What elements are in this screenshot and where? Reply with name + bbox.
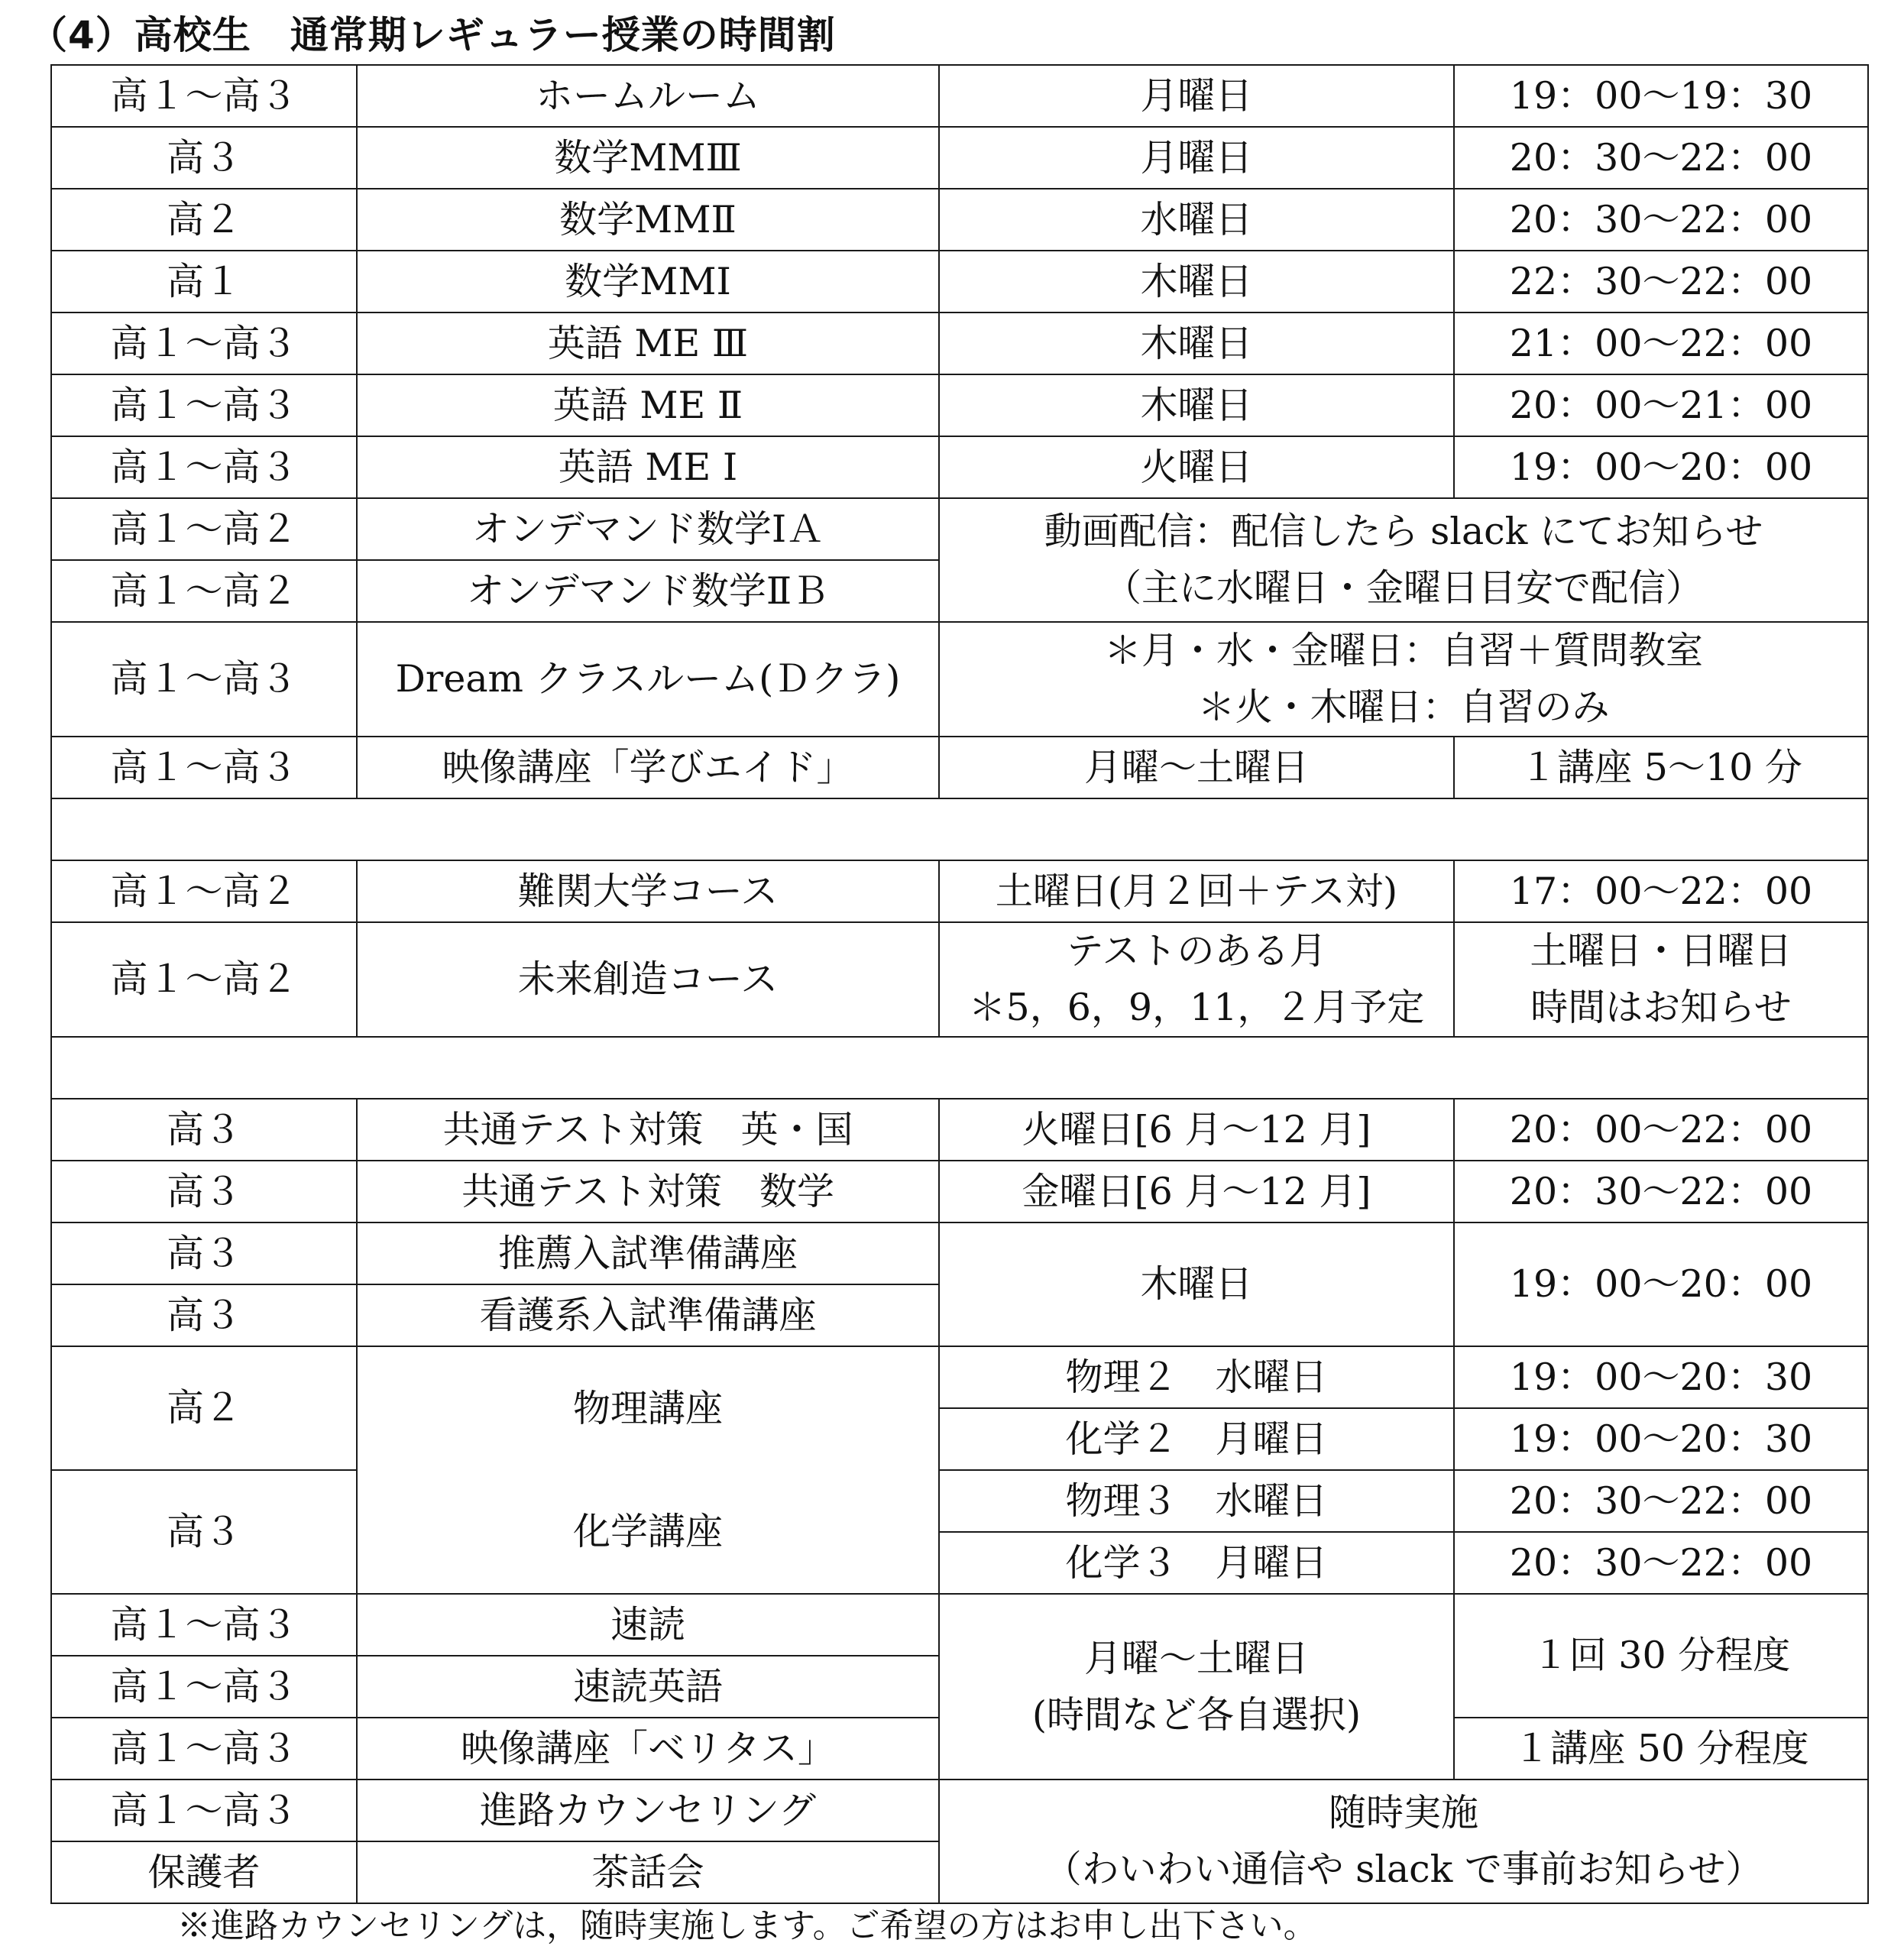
table-row: [51, 1594, 1868, 1656]
page-title: （4）高校生 通常期レギュラー授業の時間割: [29, 13, 836, 57]
time-cell: [1454, 922, 1868, 1037]
time-cell: 20：30～22：00: [1454, 189, 1868, 251]
time-cell: 19：00～20：00: [1454, 436, 1868, 498]
day-cell: 月曜～土曜日: [939, 737, 1454, 798]
day-cell: 木曜日: [939, 313, 1454, 374]
day-line: (時間など各自選択): [1031, 1692, 1362, 1737]
time-cell: １講座 5～10 分: [1454, 737, 1868, 798]
table-row: [51, 189, 1868, 251]
day-cell: 月曜日: [939, 127, 1454, 189]
table-row: [51, 251, 1868, 313]
course-cell: 映像講座「学びエイド」: [357, 737, 939, 798]
ondemand-note-cell: [939, 498, 1868, 622]
day-cell: 金曜日[6 月～12 月]: [939, 1161, 1454, 1222]
time-cell: 19：00～20：30: [1454, 1346, 1868, 1408]
grade-cell: 保護者: [51, 1841, 357, 1903]
time-cell: 19：00～20：30: [1454, 1408, 1868, 1470]
day-cell: 物理２ 水曜日: [939, 1346, 1454, 1408]
day-cell: 火曜日: [939, 436, 1454, 498]
course-cell: 数学MMⅡ: [357, 189, 939, 251]
time-cell: 21：00～22：00: [1454, 313, 1868, 374]
course-cell: 進路カウンセリング: [357, 1780, 939, 1841]
course-cell: 英語 ME Ⅰ: [357, 436, 939, 498]
table-row: [51, 313, 1868, 374]
time-cell: 19：00～20：00: [1454, 1222, 1868, 1346]
grade-cell: 高１～高３: [51, 313, 357, 374]
time-cell: 20：30～22：00: [1454, 1532, 1868, 1594]
day-cell: 木曜日: [939, 251, 1454, 313]
ondemand-note-line: 動画配信：配信したら slack にてお知らせ: [1044, 510, 1763, 553]
table-row: [51, 1470, 1868, 1532]
dream-note-cell: [939, 622, 1868, 737]
day-cell: 土曜日(月２回＋テス対): [939, 860, 1454, 922]
grade-cell: 高１～高３: [51, 622, 357, 737]
time-cell: 20：00～21：00: [1454, 374, 1868, 436]
table-row: [51, 65, 1868, 127]
course-cell: 物理講座: [357, 1346, 939, 1470]
grade-cell: 高１～高２: [51, 922, 357, 1037]
grade-cell: 高１～高２: [51, 860, 357, 922]
table-row: [51, 1346, 1868, 1408]
day-line: 月曜～土曜日: [1083, 1636, 1309, 1680]
course-cell: オンデマンド数学ⅠＡ: [357, 498, 939, 560]
course-cell: 数学MMⅢ: [357, 127, 939, 189]
course-cell: 未来創造コース: [357, 922, 939, 1037]
time-cell: １講座 50 分程度: [1454, 1718, 1868, 1780]
table-row: [51, 1780, 1868, 1841]
day-cell: 物理３ 水曜日: [939, 1470, 1454, 1532]
time-line: 時間はお知らせ: [1530, 986, 1792, 1029]
spacer-cell: [51, 798, 1868, 860]
day-cell: 火曜日[6 月～12 月]: [939, 1099, 1454, 1161]
table-row: [51, 1222, 1868, 1284]
day-line: テストのある月: [1066, 929, 1327, 973]
day-cell: [939, 922, 1454, 1037]
time-cell: 22：30～22：00: [1454, 251, 1868, 313]
grade-cell: 高３: [51, 1161, 357, 1222]
course-cell: 速読英語: [357, 1656, 939, 1718]
course-cell: 化学講座: [357, 1470, 939, 1594]
course-cell: 難関大学コース: [357, 860, 939, 922]
course-cell: 看護系入試準備講座: [357, 1284, 939, 1346]
course-cell: 共通テスト対策 数学: [357, 1161, 939, 1222]
grade-cell: 高１～高３: [51, 65, 357, 127]
table-row: [51, 1161, 1868, 1222]
day-cell: 木曜日: [939, 374, 1454, 436]
dream-note-line: ＊火・木曜日：自習のみ: [1197, 685, 1610, 729]
grade-cell: 高２: [51, 1346, 357, 1470]
grade-cell: 高１～高２: [51, 560, 357, 622]
spacer-cell: [51, 1037, 1868, 1099]
dream-note-line: ＊月・水・金曜日：自習＋質問教室: [1103, 629, 1703, 672]
time-cell: 20：30～22：00: [1454, 1470, 1868, 1532]
grade-cell: 高１～高３: [51, 1594, 357, 1656]
table-row: [51, 622, 1868, 737]
grade-cell: 高１～高３: [51, 737, 357, 798]
grade-cell: 高３: [51, 1099, 357, 1161]
spacer-row: [51, 798, 1868, 860]
course-cell: Dream クラスルーム(Ｄクラ): [357, 622, 939, 737]
spacer-row: [51, 1037, 1868, 1099]
time-cell: １回 30 分程度: [1454, 1594, 1868, 1718]
grade-cell: 高１～高３: [51, 436, 357, 498]
time-cell: 20：30～22：00: [1454, 1161, 1868, 1222]
grade-cell: 高３: [51, 127, 357, 189]
table-row: [51, 374, 1868, 436]
grade-cell: 高２: [51, 189, 357, 251]
grade-cell: 高３: [51, 1470, 357, 1594]
course-cell: 共通テスト対策 英・国: [357, 1099, 939, 1161]
day-line: ＊5，6，9，11，２月予定: [968, 986, 1425, 1029]
grade-cell: 高１～高３: [51, 1780, 357, 1841]
course-cell: 茶話会: [357, 1841, 939, 1903]
day-cell: [939, 1594, 1454, 1780]
time-line: 土曜日・日曜日: [1530, 929, 1792, 973]
day-cell: 化学３ 月曜日: [939, 1532, 1454, 1594]
grade-cell: 高１～高３: [51, 374, 357, 436]
table-row: [51, 436, 1868, 498]
counseling-note-line: （わいわい通信や slack で事前お知らせ）: [1044, 1848, 1763, 1891]
grade-cell: 高３: [51, 1284, 357, 1346]
grade-cell: 高１: [51, 251, 357, 313]
course-cell: 速読: [357, 1594, 939, 1656]
grade-cell: 高１～高３: [51, 1656, 357, 1718]
day-cell: 月曜日: [939, 65, 1454, 127]
course-cell: オンデマンド数学ⅡＢ: [357, 560, 939, 622]
table-row: [51, 860, 1868, 922]
counseling-note-cell: [939, 1780, 1868, 1903]
day-cell: 水曜日: [939, 189, 1454, 251]
day-cell: 化学２ 月曜日: [939, 1408, 1454, 1470]
timetable: [50, 64, 1869, 1904]
time-cell: 20：00～22：00: [1454, 1099, 1868, 1161]
course-cell: 英語 ME Ⅱ: [357, 374, 939, 436]
table-row: [51, 737, 1868, 798]
time-cell: 19：00～19：30: [1454, 65, 1868, 127]
time-cell: 20：30～22：00: [1454, 127, 1868, 189]
table-row: [51, 127, 1868, 189]
course-cell: 映像講座「ベリタス」: [357, 1718, 939, 1780]
course-cell: 数学MMⅠ: [357, 251, 939, 313]
table-row: [51, 922, 1868, 1037]
course-cell: 推薦入試準備講座: [357, 1222, 939, 1284]
grade-cell: 高１～高２: [51, 498, 357, 560]
time-cell: 17：00～22：00: [1454, 860, 1868, 922]
grade-cell: 高３: [51, 1222, 357, 1284]
table-row: [51, 1099, 1868, 1161]
ondemand-note-line: （主に水曜日・金曜日目安で配信）: [1103, 566, 1703, 610]
grade-cell: 高１～高３: [51, 1718, 357, 1780]
day-cell: 木曜日: [939, 1222, 1454, 1346]
course-cell: ホームルーム: [357, 65, 939, 127]
table-row: [51, 498, 1868, 560]
course-cell: 英語 ME Ⅲ: [357, 313, 939, 374]
counseling-note-line: 随時実施: [1328, 1791, 1478, 1835]
footnote: ※進路カウンセリングは，随時実施します。ご希望の方はお申し出下さい。: [177, 1906, 1317, 1945]
